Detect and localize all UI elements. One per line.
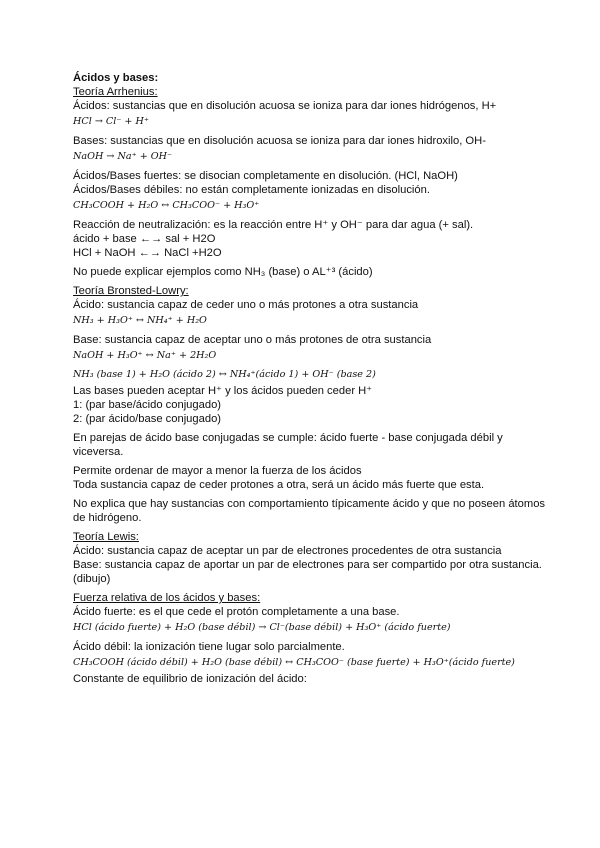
arrhenius-heading: Teoría Arrhenius: xyxy=(73,86,158,98)
bronsted-order-2: Toda sustancia capaz de ceder protones a otra, será un ácido más fuerte que esta. xyxy=(73,479,485,491)
arrhenius-strong: Ácidos/Bases fuertes: se disocian completamente en disolución. (HCl, NaOH) xyxy=(73,170,458,182)
bronsted-pair-2: 2: (par ácido/base conjugado) xyxy=(73,413,222,425)
doc-title: Ácidos y bases: xyxy=(73,72,159,84)
bronsted-conjugate-pair-equation: NH₃ (base 1) + H₂O (ácido 2) ↔ NH₄⁺(ácido 1) + OH⁻ (base 2) xyxy=(73,369,376,380)
bronsted-order-1: Permite ordenar de mayor a menor la fuerza de los ácidos xyxy=(73,465,362,477)
arrhenius-limitation: No puede explicar ejemplos como NH₃ (base) o AL⁺³ (ácido) xyxy=(73,266,373,278)
bronsted-heading: Teoría Bronsted-Lowry: xyxy=(73,285,189,297)
arrhenius-neutralization: Reacción de neutralización: es la reacción entre H⁺ y OH⁻ para dar agua (+ sal). xyxy=(73,219,474,231)
lewis-base-definition: Base: sustancia capaz de aportar un par de electrones para ser compartido por otra sustancia. (dibujo) xyxy=(73,559,542,585)
fuerza-heading: Fuerza relativa de los ácidos y bases: xyxy=(73,592,261,604)
bronsted-conjugate-rule: En parejas de ácido base conjugadas se cumple: ácido fuerte - base conjugada débil y viceversa. xyxy=(73,432,503,458)
arrhenius-neutralization-example: HCl + NaOH ←→ NaCl +H2O xyxy=(73,247,222,259)
bronsted-base-definition: Base: sustancia capaz de aceptar uno o más protones de otra sustancia xyxy=(73,334,432,346)
arrhenius-neutralization-general: ácido + base ←→ sal + H2O xyxy=(73,233,216,245)
fuerza-strong-definition: Ácido fuerte: es el que cede el protón completamente a una base. xyxy=(73,606,400,618)
bronsted-acid-definition: Ácido: sustancia capaz de ceder uno o más protones a otra sustancia xyxy=(73,299,419,311)
fuerza-strong-equation: HCl (ácido fuerte) + H₂O (base débil) → Cl⁻(base débil) + H₃O⁺ (ácido fuerte) xyxy=(73,622,451,633)
lewis-heading: Teoría Lewis: xyxy=(73,531,139,543)
fuerza-weak-equation: CH₃COOH (ácido débil) + H₂O (base débil) ↔ CH₃COO⁻ (base fuerte) + H₃O⁺(ácido fuerte) xyxy=(73,657,515,668)
fuerza-constant: Constante de equilibrio de ionización del ácido: xyxy=(73,673,307,685)
arrhenius-base-equation: NaOH → Na⁺ + OH⁻ xyxy=(73,151,173,162)
fuerza-weak-definition: Ácido débil: la ionización tiene lugar solo parcialmente. xyxy=(73,641,345,653)
arrhenius-acid-definition: Ácidos: sustancias que en disolución acuosa se ioniza para dar iones hidrógenos, H+ xyxy=(73,100,497,112)
arrhenius-acid-equation: HCl → Cl⁻ + H⁺ xyxy=(73,116,149,127)
bronsted-acid-equation: NH₃ + H₃O⁺ ↔ NH₄⁺ + H₂O xyxy=(73,315,207,326)
arrhenius-base-definition: Bases: sustancias que en disolución acuosa se ioniza para dar iones hidroxilo, OH- xyxy=(73,135,486,147)
bronsted-base-equation: NaOH + H₃O⁺ ↔ Na⁺ + 2H₂O xyxy=(73,350,217,361)
lewis-acid-definition: Ácido: sustancia capaz de aceptar un par de electrones procedentes de otra sustancia xyxy=(73,545,502,557)
document-page xyxy=(73,71,553,686)
bronsted-pair-1: 1: (par base/ácido conjugado) xyxy=(73,399,222,411)
arrhenius-weak: Ácidos/Bases débiles: no están completamente ionizadas en disolución. xyxy=(73,184,430,196)
bronsted-limitation: No explica que hay sustancias con comportamiento típicamente ácido y que no poseen átomos de hidrógeno. xyxy=(73,498,546,524)
arrhenius-weak-equation: CH₃COOH + H₂O ↔ CH₃COO⁻ + H₃O⁺ xyxy=(73,200,260,211)
bronsted-note: Las bases pueden aceptar H⁺ y los ácidos pueden ceder H⁺ xyxy=(73,385,373,397)
